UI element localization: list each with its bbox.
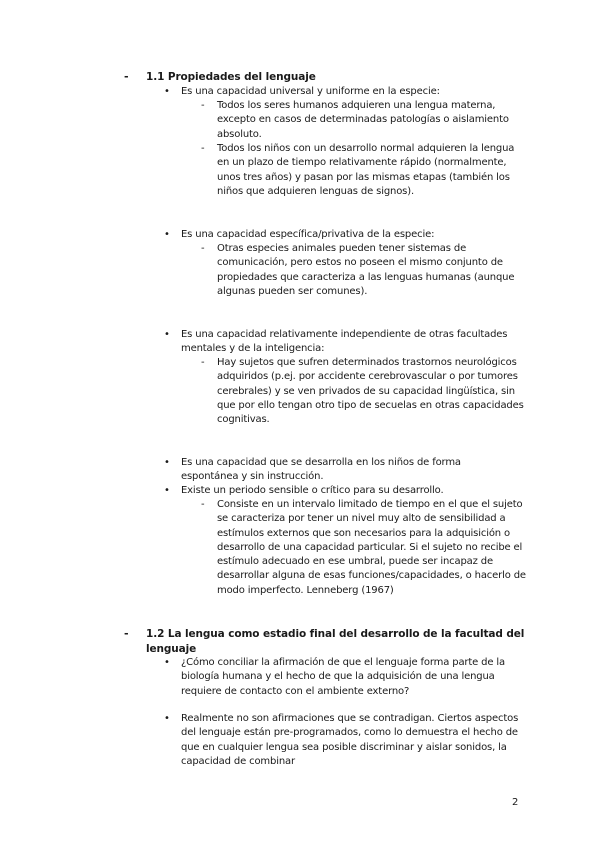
section-dash: - (124, 627, 129, 640)
page-number: 2 (512, 797, 519, 808)
bullet-marker: • (164, 485, 170, 496)
sub-bullet-text: Consiste en un intervalo limitado de tiempo en el que el sujeto se caracteriza por tener un nivel muy alto de sensibilidad a estímulos externos que son necesarios para la adquisición o desarrollo de una capacidad particular. Si el sujeto no recibe el estímulo adecuado en ese umbral, puede ser incapaz de desarrollar alguna de esas funciones/capacidades, o hacerlo de modo imperfecto. Lenneberg (1967) (217, 499, 526, 596)
bullet-marker: • (164, 713, 170, 724)
sub-bullet-marker: - (201, 357, 205, 368)
bullet-marker: • (164, 329, 170, 340)
bullet-text: Existe un periodo sensible o crítico para su desarrollo. (181, 485, 444, 496)
sub-bullet-marker: - (201, 499, 205, 510)
sub-bullet-text: Hay sujetos que sufren determinados trastornos neurológicos adquiridos (p.ej. por accidente cerebrovascular o por tumores cerebrales) y se ven privados de su capacidad lingüística, sin que por ello tengan otro tipo de secuelas en otras capacidades cognitivas. (217, 357, 524, 426)
bullet-marker: • (164, 457, 170, 468)
bullet-text: Es una capacidad específica/privativa de la especie: (181, 229, 435, 240)
bullet-marker: • (164, 229, 170, 240)
sub-bullet-text: Todos los niños con un desarrollo normal adquieren la lengua en un plazo de tiempo relativamente rápido (normalmente, unos tres años) y pasan por las mismas etapas (también los niños que adquieren lenguas de signos). (217, 143, 515, 197)
section-dash: - (124, 70, 129, 83)
sub-bullet-text: Otras especies animales pueden tener sistemas de comunicación, pero estos no poseen el mismo conjunto de propiedades que caracteriza a las lenguas humanas (aunque algunas pueden ser comunes). (217, 243, 515, 297)
bullet-text: Es una capacidad que se desarrolla en los niños de forma espontánea y sin instrucción. (181, 457, 461, 483)
sub-bullet-marker: - (201, 143, 205, 154)
sub-bullet-text: Todos los seres humanos adquieren una lengua materna, excepto en casos de determinadas patologías o aislamiento absoluto. (217, 100, 509, 140)
bullet-text: ¿Cómo conciliar la afirmación de que el lenguaje forma parte de la biología humana y el hecho de que la adquisición de una lengua requiere de contacto con el ambiente externo? (181, 657, 506, 697)
bullet-text: Es una capacidad relativamente independiente de otras facultades mentales y de la inteligencia: (181, 329, 508, 355)
sub-bullet-marker: - (201, 243, 205, 254)
section-title: 1.1 Propiedades del lenguaje (146, 71, 316, 83)
bullet-text: Realmente no son afirmaciones que se contradigan. Ciertos aspectos del lenguaje están pre-programados, como lo demuestra el hecho de que en cualquier lengua sea posible discriminar y aislar sonidos, la capacidad de combinar (181, 713, 519, 767)
section-title: 1.2 La lengua como estadio final del desarrollo de la facultad del lenguaje (146, 628, 525, 655)
bullet-text: Es una capacidad universal y uniforme en la especie: (181, 86, 440, 97)
bullet-marker: • (164, 657, 170, 668)
sub-bullet-marker: - (201, 100, 205, 111)
bullet-marker: • (164, 86, 170, 97)
